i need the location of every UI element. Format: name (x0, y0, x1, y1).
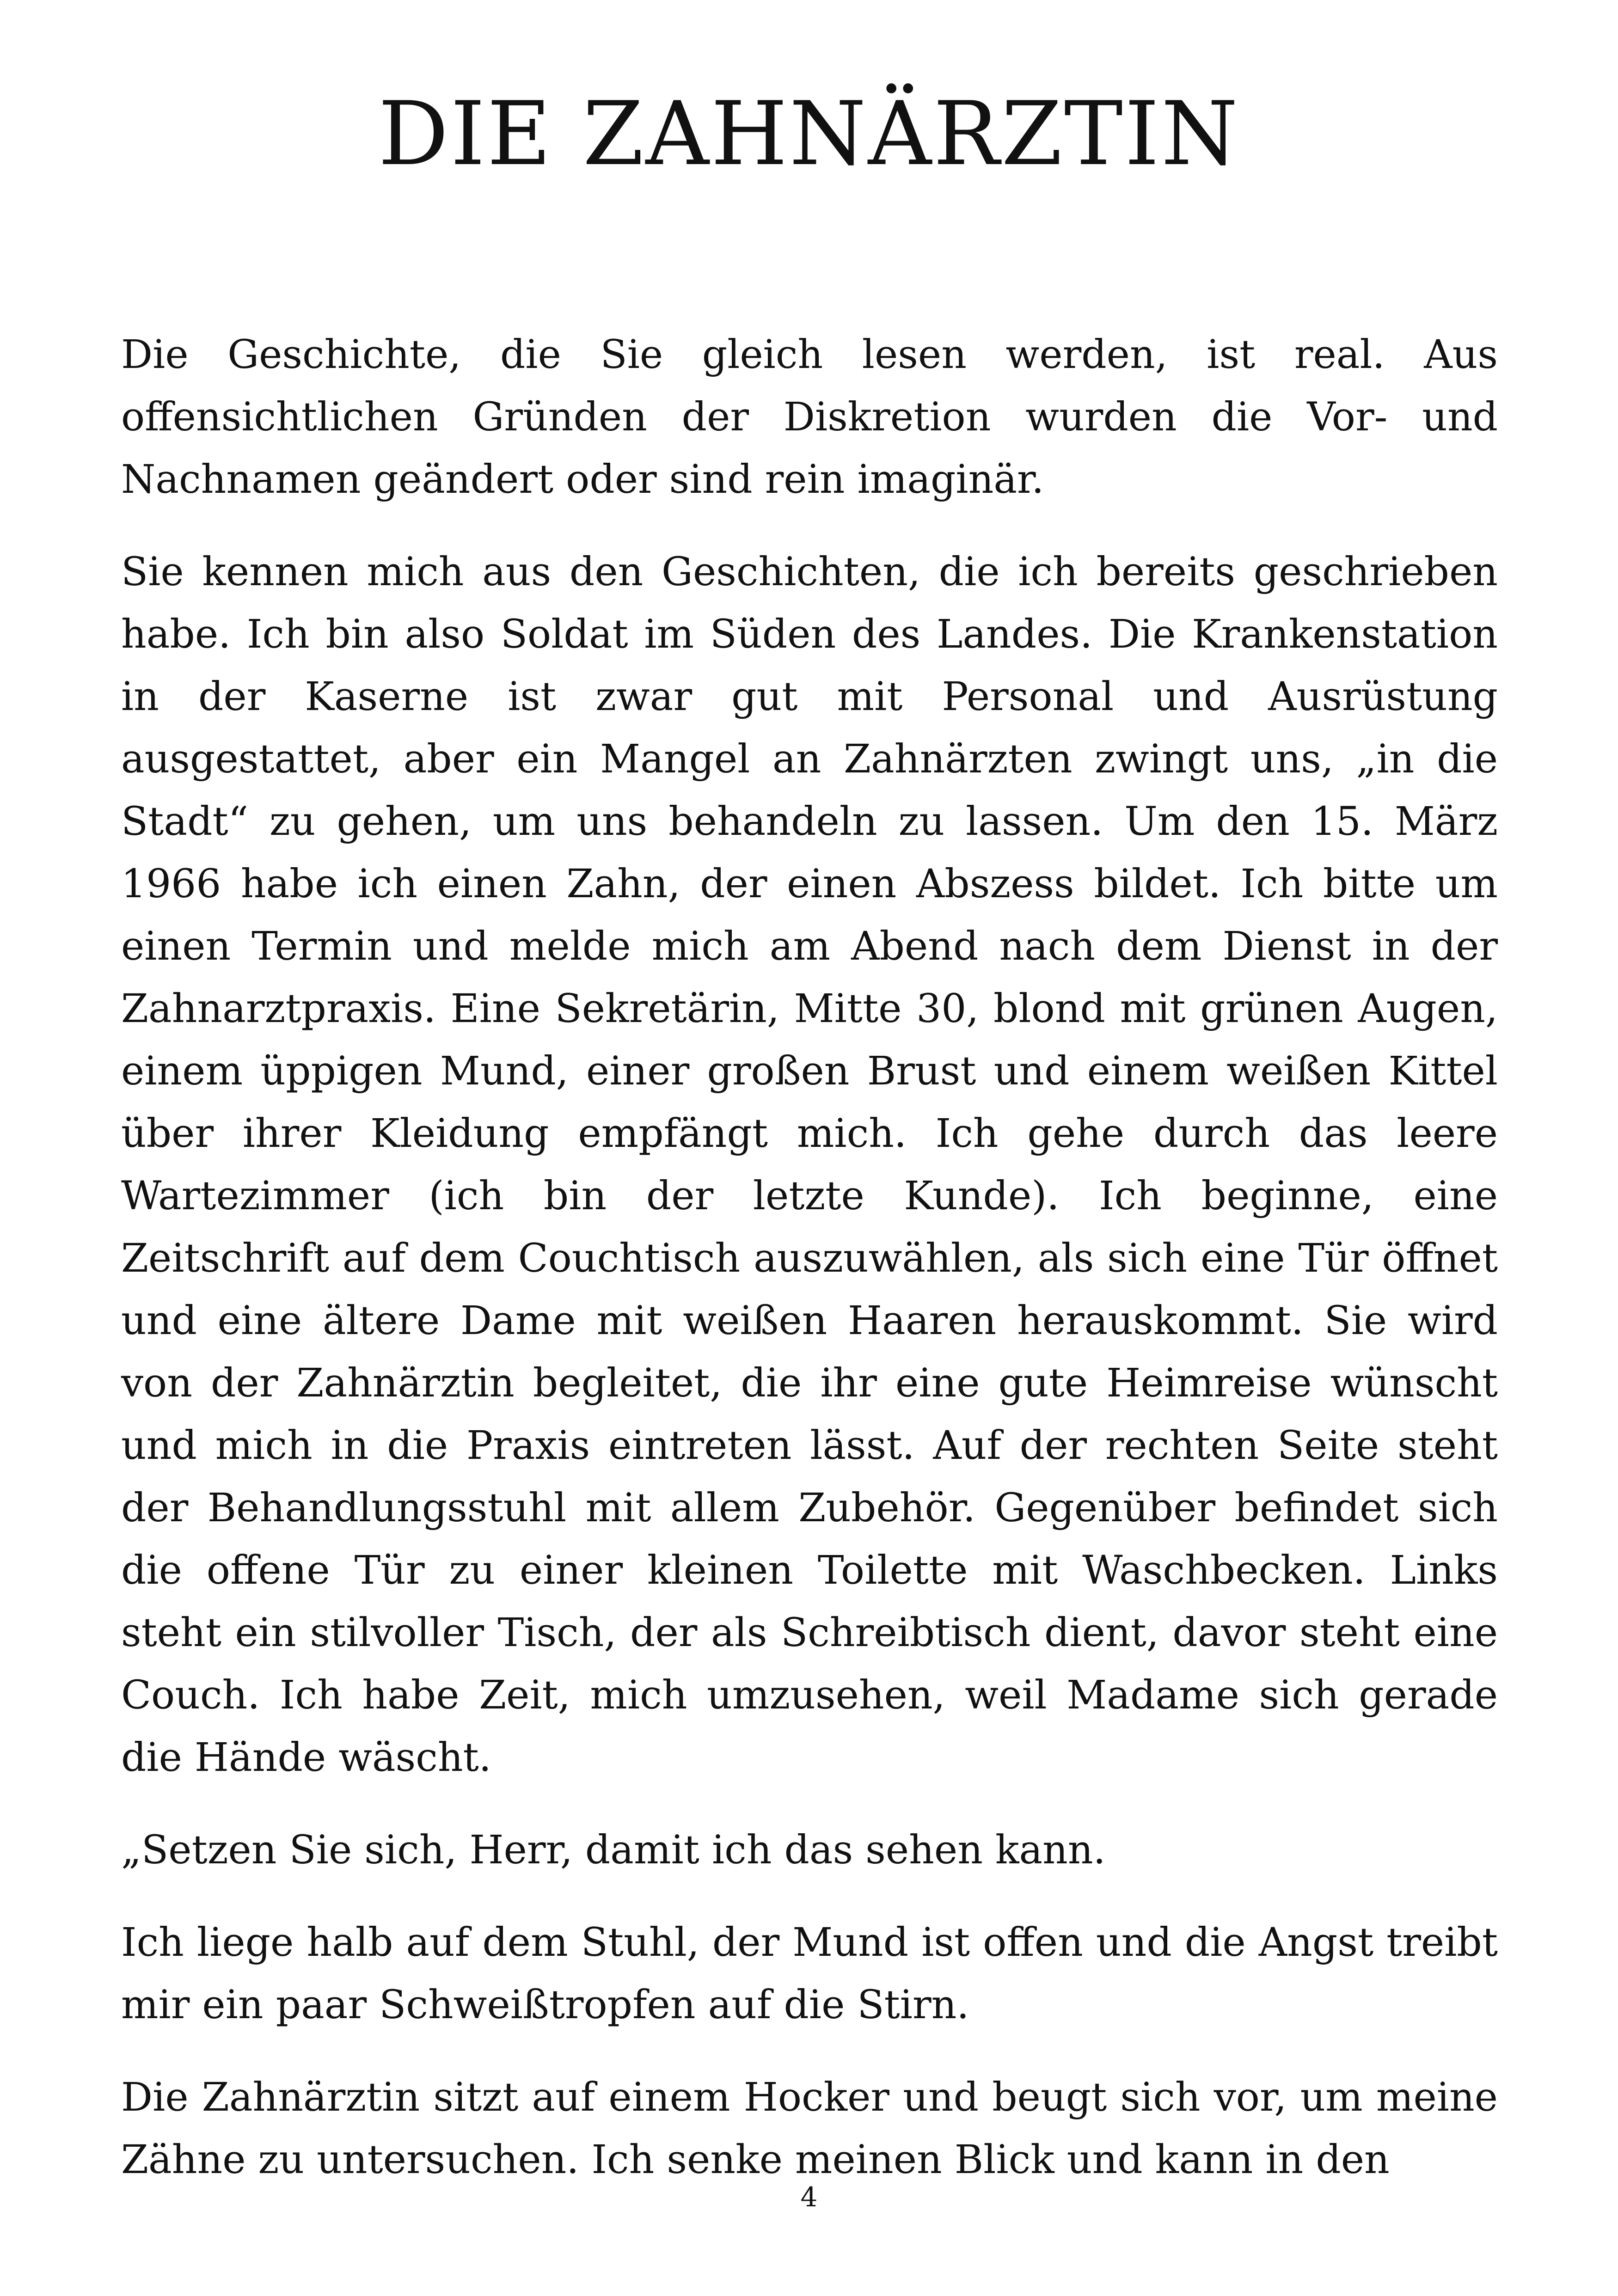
paragraph-story: Sie kennen mich aus den Geschichten, die ich bereits geschrieben habe. Ich bin also Soldat im Süden des Landes. Die Krankenstation in der Kaserne ist zwar gut mit Personal und Ausrüstung ausgestattet, aber ein Mangel an Zahnärzten zwingt uns, „in die Stadt“ zu gehen, um uns behandeln zu lassen. Um den 15. März 1966 habe ich einen Zahn, der einen Abszess bildet. Ich bitte um einen Termin und melde mich am Abend nach dem Dienst in der Zahnarztpraxis. Eine Sekretärin, Mitte 30, blond mit grünen Augen, einem üppigen Mund, einer großen Brust und einem weißen Kittel über ihrer Kleidung empfängt mich. Ich gehe durch das leere Wartezimmer (ich bin der letzte Kunde). Ich beginne, eine Zeitschrift auf dem Couchtisch auszuwählen, als sich eine Tür öffnet und eine ältere Dame mit weißen Haaren herauskommt. Sie wird von der Zahnärztin begleitet, die ihr eine gute Heimreise wünscht und mich in die Praxis eintreten lässt. Auf der rechten Seite steht der Behandlungsstuhl mit allem Zubehör. Gegenüber befindet sich die offene Tür zu einer kleinen Toilette mit Waschbecken. Links steht ein stilvoller Tisch, der als Schreibtisch dient, davor steht eine Couch. Ich habe Zeit, mich umzusehen, weil Madame sich gerade die Hände wäscht. (121, 549, 1498, 1781)
paragraph-examination: Die Zahnärztin sitzt auf einem Hocker und beugt sich vor, um meine Zähne zu untersuchen. Ich senke meinen Blick und kann in den (121, 2075, 1498, 2183)
body-text (121, 324, 1498, 2221)
paragraph-chair: Ich liege halb auf dem Stuhl, der Mund ist offen und die Angst treibt mir ein paar Schweißtropfen auf die Stirn. (121, 1920, 1498, 2028)
chapter-title: DIE ZAHNÄRZTIN (378, 83, 1240, 185)
page-number: 4 (800, 2181, 818, 2213)
paragraph-dialogue: „Setzen Sie sich, Herr, damit ich das sehen kann. (121, 1827, 1106, 1873)
paragraph-intro: Die Geschichte, die Sie gleich lesen werden, ist real. Aus offensichtlichen Gründen der Diskretion wurden die Vor- und Nachnamen geändert oder sind rein imaginär. (121, 332, 1498, 502)
